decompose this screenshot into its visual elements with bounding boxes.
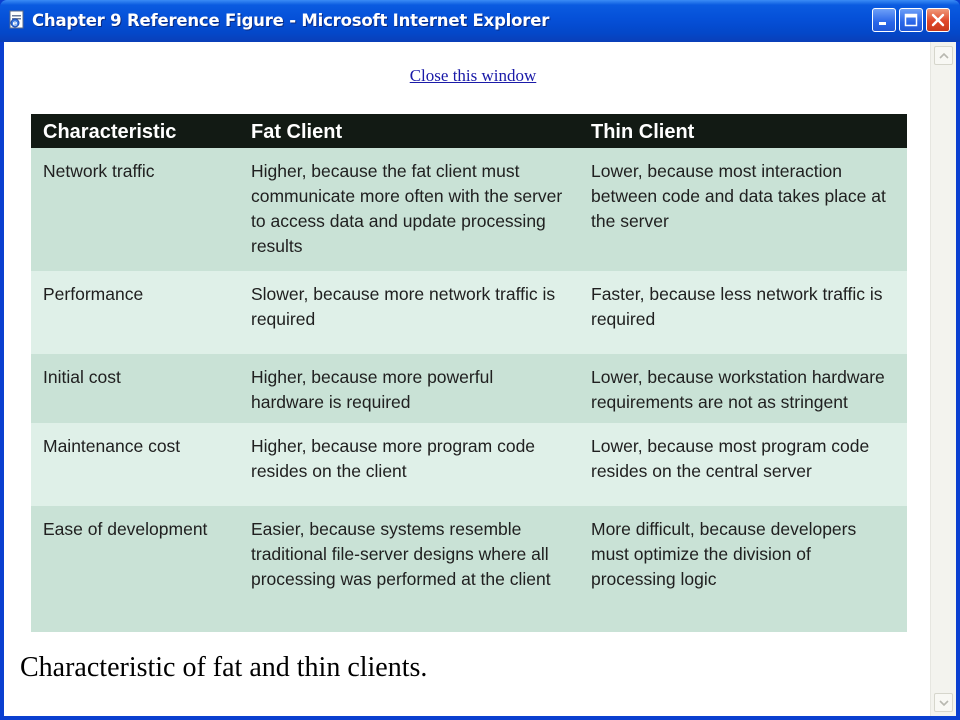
characteristic-cell: Performance [31,271,239,354]
thin-client-cell: Lower, because most program code resides on the central server [579,423,907,506]
figure-caption: Characteristic of fat and thin clients. [20,652,428,683]
characteristic-cell: Ease of development [31,506,239,632]
reference-table [31,114,907,632]
table-row [31,271,907,354]
table-row [31,354,907,423]
minimize-icon [877,13,891,27]
close-window-button[interactable] [926,8,950,32]
window-title: Chapter 9 Reference Figure - Microsoft Internet Explorer [32,11,550,30]
svg-text:e: e [12,19,18,28]
fat-client-cell: Higher, because more program code resides on the client [239,423,579,506]
maximize-icon [904,13,918,27]
maximize-button[interactable] [899,8,923,32]
title-bar[interactable] [0,0,960,42]
characteristic-cell: Initial cost [31,354,239,423]
table-header-row [31,114,907,148]
fat-client-cell: Slower, because more network traffic is required [239,271,579,354]
thin-client-cell: Lower, because most interaction between code and data takes place at the server [579,148,907,271]
characteristic-cell: Network traffic [31,148,239,271]
thin-client-cell: Lower, because workstation hardware requirements are not as stringent [579,354,907,423]
window-frame-right [956,42,960,720]
table-row [31,148,907,271]
scroll-down-button[interactable] [934,693,953,712]
column-header: Fat Client [239,114,579,148]
column-header: Characteristic [31,114,239,148]
close-this-window-link[interactable]: Close this window [409,66,537,85]
fat-client-cell: Higher, because more powerful hardware is required [239,354,579,423]
fat-client-cell: Easier, because systems resemble traditional file-server designs where all processing was performed at the client [239,506,579,632]
characteristic-cell: Maintenance cost [31,423,239,506]
thin-client-cell: More difficult, because developers must optimize the division of processing logic [579,506,907,632]
vertical-scrollbar[interactable] [930,42,956,716]
column-header: Thin Client [579,114,907,148]
fat-client-cell: Higher, because the fat client must communicate more often with the server to access data and update processing results [239,148,579,271]
window-frame-bottom [0,716,960,720]
thin-client-cell: Faster, because less network traffic is required [579,271,907,354]
ie-page-icon [8,10,26,30]
close-icon [931,13,945,27]
minimize-button[interactable] [872,8,896,32]
chevron-down-icon [939,699,949,707]
scroll-up-button[interactable] [934,46,953,65]
chevron-up-icon [939,52,949,60]
table-row [31,423,907,506]
table-row [31,506,907,632]
page-content [4,42,930,716]
